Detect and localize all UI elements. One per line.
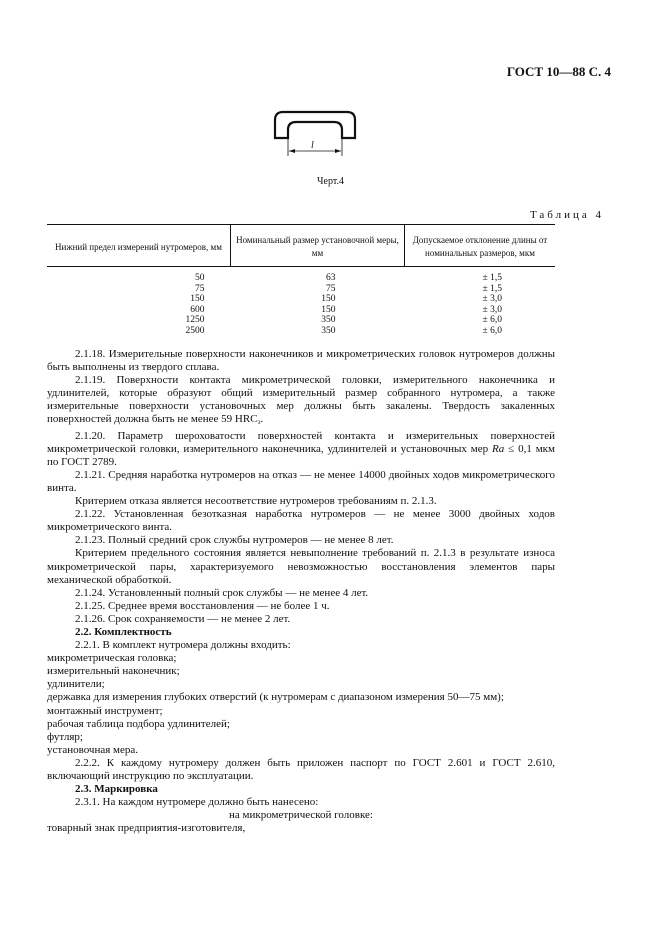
- list-item: микрометрическая головка;: [47, 652, 177, 665]
- table-row: [47, 315, 555, 326]
- table-title: Таблица 4: [529, 209, 604, 221]
- paragraph-2-1-24: 2.1.24. Установленный полный срок службы — не менее 4 лет.: [75, 586, 369, 599]
- table-cell: ± 6,0: [482, 325, 502, 336]
- paragraph-text: 2.1.20. Параметр шероховатости поверхностей контакта и измерительных поверхностей микрометрической головки, измерительного наконечника, удлинителей и установочных мер: [47, 429, 555, 455]
- column-header: Допускаемое отклонение длины от номинальных размеров, мкм: [405, 225, 556, 267]
- table-cell: 150: [190, 294, 205, 305]
- subheading-micrometer-head: на микрометрической головке:: [229, 809, 373, 822]
- table-row: [47, 305, 555, 316]
- column-header: Нижний предел измерений нутромеров, мм: [47, 225, 231, 267]
- list-item: монтажный инструмент;: [47, 704, 163, 717]
- paragraph-2-1-26: 2.1.26. Срок сохраняемости — не менее 2 лет.: [75, 612, 291, 625]
- drawing-4: [270, 108, 360, 158]
- table-cell: 1250: [185, 315, 205, 326]
- paragraph-2-3-1: 2.3.1. На каждом нутромере должно быть нанесено:: [75, 796, 319, 809]
- section-heading-2-3: 2.3. Маркировка: [75, 783, 158, 796]
- list-item: установочная мера.: [47, 743, 139, 756]
- paragraph-text: 2.1.19. Поверхности контакта микрометрической головки, измерительного наконечника и удлинителей, которые образуют общий измерительный размер собранного нутромера, а также измерительные поверхности установочных мер должны быть закалены. Твердость закаленных поверхностей должна быть не менее 59 HRC: [47, 374, 555, 426]
- table-cell: 75: [195, 283, 205, 294]
- table-cell: 50: [195, 273, 205, 283]
- list-item: футляр;: [47, 730, 83, 743]
- list-item: измерительный наконечник;: [47, 665, 180, 678]
- list-item: рабочая таблица подбора удлинителей;: [47, 717, 230, 730]
- roughness-symbol: Ra: [492, 442, 505, 455]
- table-cell: 350: [321, 315, 336, 326]
- table-cell: ± 6,0: [482, 315, 502, 326]
- list-item: державка для измерения глубоких отверстий (к нутромерам с диапазоном измерения 50—75 мм);: [47, 691, 504, 704]
- table-row: [47, 284, 555, 295]
- paragraph-failure-criterion: Критерием отказа является несоответствие нутромеров требованиям п. 2.1.3.: [75, 495, 437, 508]
- section-heading-2-2: 2.2. Комплектность: [75, 625, 172, 638]
- table-cell: 600: [190, 304, 205, 315]
- page-header: ГОСТ 10—88 С. 4: [506, 64, 611, 79]
- body-text: [47, 348, 555, 835]
- table-cell: 150: [321, 304, 336, 315]
- paragraph-2-2-1: 2.2.1. В комплект нутромера должны входить:: [75, 639, 291, 652]
- paragraph-end: .: [260, 413, 264, 426]
- table-row: [47, 294, 555, 305]
- figure-caption: Черт.4: [317, 176, 344, 187]
- paragraph-2-2-2: 2.2.2. К каждому нутромеру должен быть приложен паспорт по ГОСТ 2.601 и ГОСТ 2.610, включающий инструкцию по эксплуатации.: [47, 756, 555, 782]
- paragraph-limit-criterion: Критерием предельного состояния является невыполнение требований п. 2.1.3 в результате износа микрометрической пары, характеризуемого невозможностью восстановления элементов пары механической обработкой.: [47, 547, 555, 586]
- table-cell: ± 1,5: [482, 283, 502, 294]
- dimension-label: l: [311, 140, 314, 151]
- paragraph-2-1-25: 2.1.25. Среднее время восстановления — не более 1 ч.: [75, 599, 330, 612]
- table-cell: 2500: [185, 325, 205, 336]
- subscript: э: [257, 418, 261, 427]
- paragraph-text: ≤ 0,1 мкм по ГОСТ 2789.: [47, 442, 555, 468]
- table-cell: ± 3,0: [482, 294, 502, 305]
- table-row: [47, 267, 555, 284]
- table-cell: 75: [326, 283, 336, 294]
- paragraph-2-1-20: [47, 430, 555, 469]
- table-cell: 350: [321, 325, 336, 336]
- table-cell: ± 3,0: [482, 304, 502, 315]
- paragraph-2-1-23: 2.1.23. Полный средний срок службы нутромеров — не менее 8 лет.: [75, 534, 394, 547]
- paragraph-2-1-18: 2.1.18. Измерительные поверхности наконечников и микрометрических головок нутромеров должны быть выполнены из твердого сплава.: [47, 348, 555, 374]
- list-item: удлинители;: [47, 678, 105, 691]
- paragraph-2-1-19: [47, 374, 555, 429]
- paragraph-2-1-21: 2.1.21. Средняя наработка нутромеров на отказ — не менее 14000 двойных ходов микрометрического винта.: [47, 468, 555, 494]
- table-cell: 150: [321, 294, 336, 305]
- table-cell: ± 1,5: [482, 273, 502, 283]
- table-row: [47, 326, 555, 337]
- table-cell: 63: [326, 273, 336, 283]
- paragraph-2-1-22: 2.1.22. Установленная безотказная наработка нутромеров — не менее 3000 двойных ходов микрометрического винта.: [47, 508, 555, 534]
- table-4: [47, 224, 555, 337]
- list-item: товарный знак предприятия-изготовителя,: [47, 822, 246, 835]
- column-header: Номинальный размер установочной меры, мм: [231, 225, 405, 267]
